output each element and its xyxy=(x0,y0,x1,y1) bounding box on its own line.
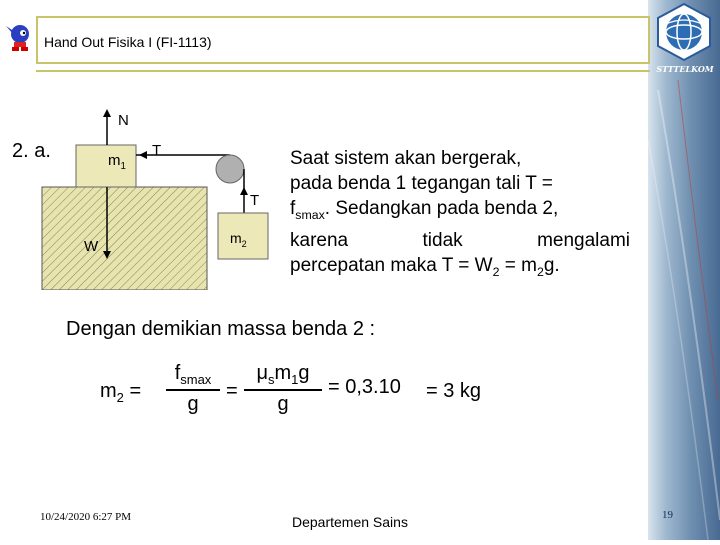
equation xyxy=(100,362,520,426)
intro-text: Dengan demikian massa benda 2 : xyxy=(66,318,376,340)
side-decoration-strip xyxy=(648,0,720,540)
brand-name: STTTELKOM xyxy=(656,64,714,74)
pulley xyxy=(216,155,244,183)
decorative-lines xyxy=(648,0,720,540)
equation-value: = 0,3.10 xyxy=(328,376,401,398)
page-number: 19 xyxy=(662,509,673,521)
explanation-paragraph: Saat sistem akan bergerak, pada benda 1 tegangan tali T = $f_{smax}$. Sedangkan pada benda 2, karena tidak mengalami percepatan maka $T = W_2 = m_2g$. xyxy=(290,148,630,279)
equals-2: = xyxy=(226,380,238,402)
mass1-label: $m_1$ xyxy=(108,152,126,172)
tension-horizontal-label: T xyxy=(152,142,162,159)
sonic-logo-icon xyxy=(6,22,34,52)
footer-department: Departemen Sains xyxy=(292,514,408,530)
header-title: Hand Out Fisika I (FI-1113) xyxy=(44,34,212,50)
equation-lhs: $m_2$ = xyxy=(100,380,142,405)
equation-result: = 3 kg xyxy=(426,380,482,402)
mass1-block xyxy=(76,145,136,187)
weight-label: W xyxy=(84,238,99,255)
tension-vertical-label: T xyxy=(250,192,260,209)
normal-force-label: N xyxy=(118,112,129,129)
footer-date: 10/24/2020 6:27 PM xyxy=(40,511,132,523)
physics-diagram xyxy=(40,105,280,290)
header-underline xyxy=(36,70,650,72)
stttelkom-globe-icon xyxy=(652,2,716,62)
fraction-1: $f_{smax}$ g xyxy=(166,362,220,416)
item-label: 2. a. xyxy=(12,140,51,162)
table-surface xyxy=(42,187,207,290)
fraction-2: $\mu_sm_1g$ g xyxy=(244,362,322,416)
paragraph-line4: karena tidak mengalami xyxy=(290,229,630,251)
mass2-label: $m_2$ xyxy=(230,230,247,249)
